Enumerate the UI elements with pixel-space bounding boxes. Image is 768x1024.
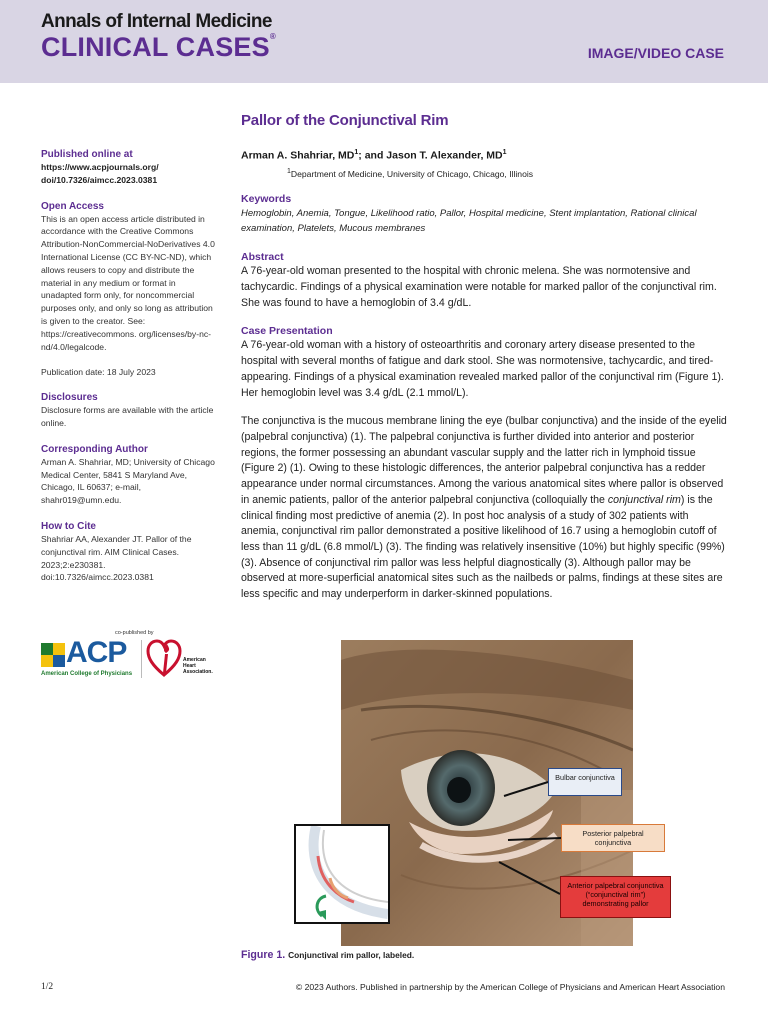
disclosures-heading: Disclosures <box>41 392 98 404</box>
author-list: Arman A. Shahriar, $MD^1$; and Jason T. Alexander, $MD^1$ <box>241 149 507 162</box>
acp-full-name: American College of Physicians <box>41 671 133 677</box>
case-presentation-heading: Case Presentation <box>241 325 333 338</box>
page-number: 1/2 <box>41 982 54 992</box>
how-to-cite-text: Shahriar AA, Alexander JT. Pallor of the conjunctival rim. AIM Clinical Cases. 2023;2:e230381. doi:10.7326/aimcc.2023.0381 <box>41 533 192 583</box>
copublished-label: co-published by <box>115 630 154 636</box>
how-to-cite-block <box>41 520 216 584</box>
case-type-label: IMAGE/VIDEO CASE <box>587 45 724 61</box>
header-band <box>0 0 768 83</box>
published-block <box>41 148 216 187</box>
article-title: Pallor of the Conjunctival Rim <box>241 112 449 129</box>
open-access-heading: Open Access <box>41 200 104 212</box>
published-heading: Published online at <box>41 149 133 160</box>
journal-subtitle: CLINICAL CASES® <box>41 32 276 62</box>
keywords-heading: Keywords <box>241 193 292 206</box>
case-paragraph-2: The conjunctiva is the mucous membrane lining the eye (bulbar conjunctiva) and the inside of the eyelid (palpebral conjunctiva) (1). The palpebral conjunctiva is further divided into anterior and posterior regions, the former possessing an abundant vascular supply and the latter rich in lymphoid tissue (Figure 2) (1). Owing to these histologic differences, the anterior palpebral conjunctiva has a redder appearance under normal circumstances. Among the various anatomical sites where pallor is observed in anemic patients, pallor of the anterior palpebral conjunctiva (colloquially the conjunctival rim) is the clinical finding most predictive of anemia (2). In post hoc analysis of a study of 302 patients with anemia, conjunctival rim pallor demonstrated a positive likelihood of 16.7 using a hemoglobin cutoff of less than 11 g/dL (6.8 mmol/L) (3). The finding was relatively insensitive (10%) but highly specific (99%) (3). Absence of conjunctival rim pallor was less helpful diagnostically (3). Although pallor may be observed at more-superficial anatomical sites such as the nailbeds or palms, findings at these sites are less specific and may underperform in darker-skinned populations. <box>241 415 727 601</box>
open-access-block <box>41 200 216 354</box>
journal-name: Annals of Internal Medicine <box>41 11 272 32</box>
abstract-text: A 76-year-old woman presented to the hospital with chronic melena. She was normotensive and tachycardic. Findings of a physical examination were notable for marked pallor of the conjunctival rim. She was found to have a hemoglobin of 3.4 g/dL. <box>241 265 717 309</box>
article-main <box>241 112 727 603</box>
case-paragraph-1: A 76-year-old woman with a history of osteoarthritis and coronary artery disease presented to the hospital with several months of fatigue and dark stool. She was normotensive, tachycardic, and tired-appearing. Findings of a physical examination revealed marked pallor of the conjunctival rim (Figure 1). Her hemoglobin level was 3.4 g/dL (2.1 mmol/L). <box>241 339 724 399</box>
disclosures-block <box>41 391 216 430</box>
affiliation: $^1$Department of Medicine, University of Chicago, Chicago, Illinois <box>287 167 534 179</box>
copyright-notice: © 2023 Authors. Published in partnership by the American College of Physicians and American Heart Association <box>295 982 725 992</box>
label-bulbar-conjunctiva: Bulbar conjunctiva <box>548 768 622 796</box>
corresponding-author-block <box>41 443 216 507</box>
aha-heart-torch-icon <box>146 638 182 678</box>
disclosures-text: Disclosure forms are available with the article online. <box>41 405 214 428</box>
logo-divider <box>141 640 142 678</box>
published-url[interactable]: https://www.acpjournals.org/ <box>41 162 159 172</box>
keywords-list: Hemoglobin, Anemia, Tongue, Likelihood ratio, Pallor, Hospital medicine, Stent implantation, Rational clinical examination, Platelets, Mucous membranes <box>241 208 697 235</box>
label-posterior-palpebral: Posterior palpebral conjunctiva <box>561 824 665 852</box>
figure-1 <box>294 640 676 946</box>
publication-date: Publication date: 18 July 2023 <box>41 367 156 378</box>
open-access-text: This is an open access article distributed in accordance with the Creative Commons Attribution-NonCommercial-NoDerivatives 4.0 International License (CC BY-NC-ND), which allows reusers to copy and distribute the material in any medium or format in unadapted form only, for noncommercial purposes only, and only so long as attribution is given to the creator. See: https://creativecommons. org/licenses/by-nc-nd/4.0/legalcode. <box>41 213 215 352</box>
how-to-cite-heading: How to Cite <box>41 520 96 532</box>
figure-caption: Figure 1. Conjunctival rim pallor, labeled. <box>241 949 415 961</box>
copublisher-logos <box>41 630 221 682</box>
acp-logo-text: ACP <box>66 636 127 669</box>
aha-name: American Heart Association. <box>183 657 213 675</box>
acp-logo-icon <box>41 643 65 667</box>
sidebar <box>41 148 216 597</box>
corresponding-author-heading: Corresponding Author <box>41 443 148 455</box>
label-anterior-palpebral: Anterior palpebral conjunctiva (“conjunctival rim”) demonstrating pallor <box>560 876 671 918</box>
corresponding-author-text: Arman A. Shahriar, MD; University of Chicago Medical Center, 5841 S Maryland Ave, Chicago, IL 60637; e-mail, shahr019@umn.edu. <box>41 456 215 506</box>
published-doi[interactable]: doi/10.7326/aimcc.2023.0381 <box>41 174 158 185</box>
abstract-heading: Abstract <box>241 251 284 264</box>
